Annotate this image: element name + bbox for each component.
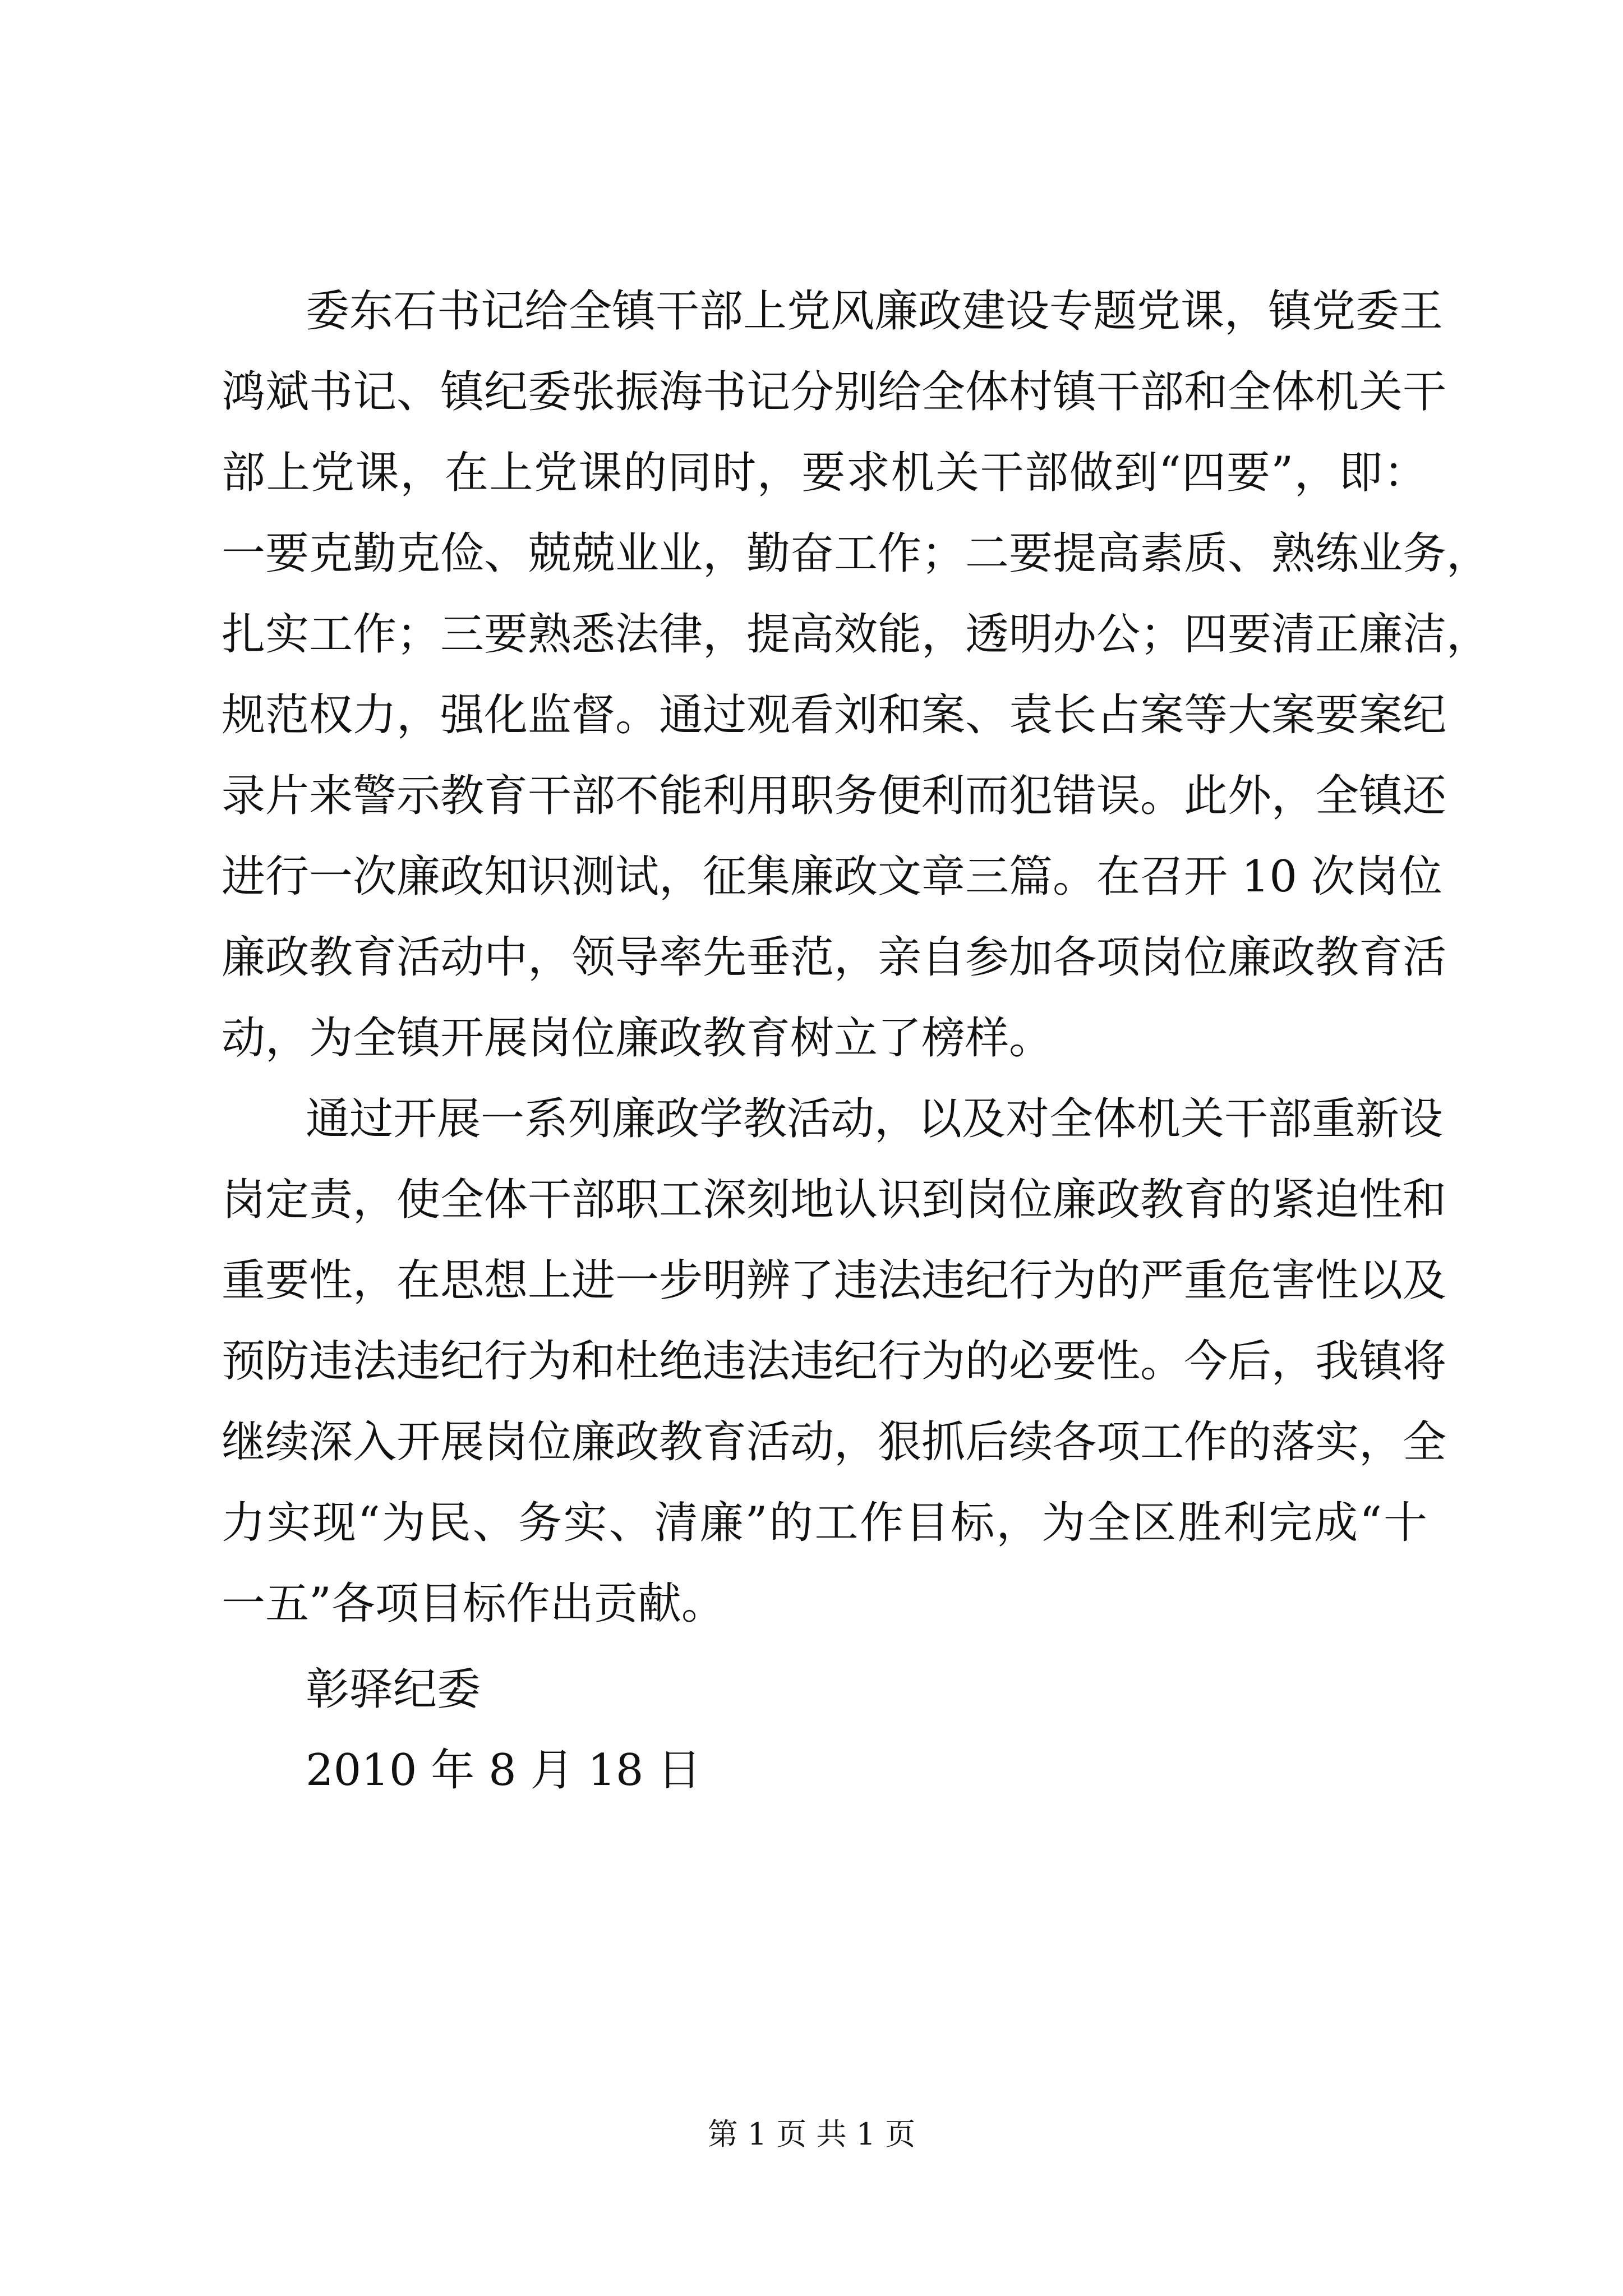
paragraph-line: 进行一次廉政知识测试，征集廉政文章三篇。在召开 10 次岗位 (222, 852, 1442, 902)
paragraph-line: 鸿斌书记、镇纪委张振海书记分别给全体村镇干部和全体机关干 (222, 367, 1447, 417)
paragraph-line: 部上党课，在上党课的同时，要求机关干部做到“四要”，即： (222, 448, 1427, 498)
signature-date: 2010 年 8 月 18 日 (306, 1745, 702, 1796)
paragraph-line: 录片来警示教育干部不能利用职务便利而犯错误。此外，全镇还 (222, 771, 1447, 821)
paragraph-line: 通过开展一系列廉政学教活动，以及对全体机关干部重新设 (306, 1094, 1444, 1144)
paragraph-line: 预防违法违纪行为和杜绝违法违纪行为的必要性。今后，我镇将 (222, 1336, 1447, 1387)
page-footer: 第 1 页 共 1 页 (707, 2116, 916, 2152)
paragraph-line: 一要克勤克俭、兢兢业业，勤奋工作；二要提高素质、熟练业务， (222, 528, 1491, 579)
body-text (222, 271, 1491, 1644)
paragraph-line: 继续深入开展岗位廉政教育活动，狠抓后续各项工作的落实，全 (222, 1417, 1447, 1467)
paragraph-line: 扎实工作；三要熟悉法律，提高效能，透明办公；四要清正廉洁， (222, 609, 1491, 660)
paragraph-line: 一五”各项目标作出贡献。 (222, 1579, 725, 1629)
paragraph-line: 力实现“为民、务实、清廉”的工作目标，为全区胜利完成“十 (222, 1498, 1427, 1548)
paragraph-line: 委东石书记给全镇干部上党风廉政建设专题党课，镇党委王 (306, 286, 1444, 337)
paragraph-line: 廉政教育活动中，领导率先垂范，亲自参加各项岗位廉政教育活 (222, 932, 1447, 983)
signature-block (306, 1649, 701, 1811)
paragraph-line: 岗定责，使全体干部职工深刻地认识到岗位廉政教育的紧迫性和 (222, 1175, 1447, 1225)
paragraph-line: 规范权力，强化监督。通过观看刘和案、袁长占案等大案要案纪 (222, 690, 1447, 740)
paragraph-line: 动，为全镇开展岗位廉政教育树立了榜样。 (222, 1013, 1053, 1064)
paragraph-line: 重要性，在思想上进一步明辨了违法违纪行为的严重危害性以及 (222, 1255, 1447, 1306)
signature-org: 彰驿纪委 (306, 1664, 481, 1715)
